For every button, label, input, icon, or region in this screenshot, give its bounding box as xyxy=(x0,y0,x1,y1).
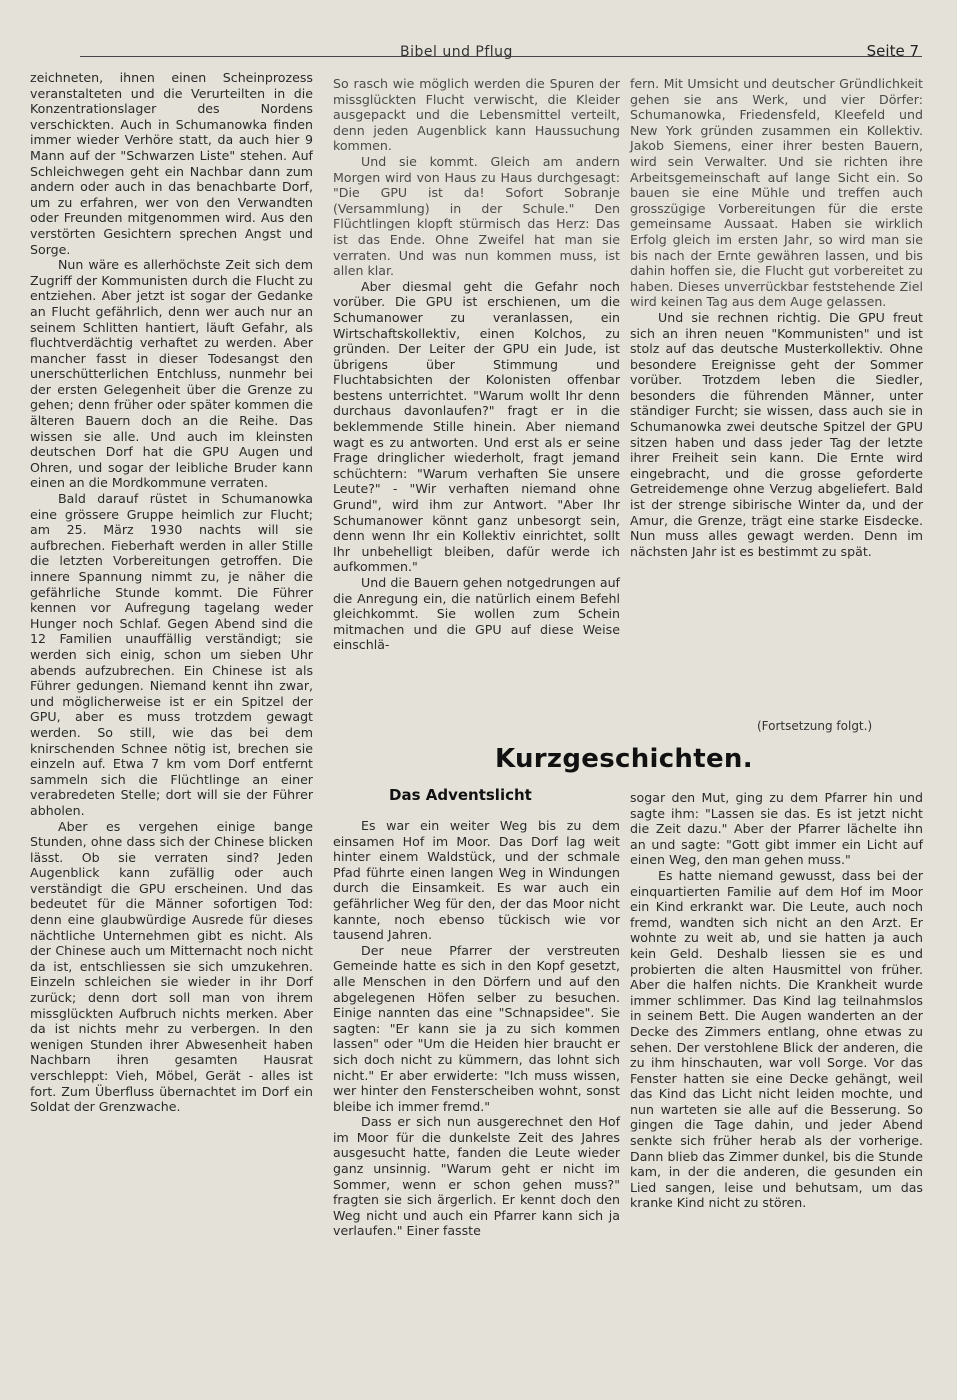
story-column-2 xyxy=(630,790,923,1211)
paragraph: Und die Bauern gehen notgedrungen auf die Anregung ein, die natürlich einem Befehl gleichkommt. Sie wollen zum Schein mitmachen und die GPU auf diese Weise einschlä- xyxy=(333,575,620,653)
story-column-1 xyxy=(333,818,620,1239)
paragraph: Und sie rechnen richtig. Die GPU freut sich an ihren neuen "Kommunisten" und ist stolz auf das deutsche Musterkollektiv. Ohne besondere Ereignisse geht der Sommer vorüber. Trotzdem leben die Siedler, besonders die führenden Männer, unter ständiger Furcht; sie wissen, dass auch sie in Schumanowka zwei deutsche Spitzel der GPU sitzen haben und dass jeder Tag der letzte ihrer Freiheit sein kann. Die Ernte wird eingebracht, und die grosse geforderte Getreidemenge ohne Verzug abgeliefert. Bald ist der strenge sibirische Winter da, und der Amur, die Grenze, trägt eine starke Eisdecke. Nun muss alles gewagt werden. Denn im nächsten Jahr ist es bestimmt zu spät. xyxy=(630,309,923,559)
paragraph: Dass er sich nun ausgerechnet den Hof im Moor für die dunkelste Zeit des Jahres ausgesucht hatte, fanden die Leute wieder ganz unsinnig. "Warum geht er nicht im Sommer, wenn er schon gehen muss?" fragten sie sich ärgerlich. Er kennt doch den Weg nicht und auch ein Pfarrer kann sich ja verlaufen." Einer fasste xyxy=(333,1114,620,1239)
column-3 xyxy=(630,76,923,559)
column-2 xyxy=(333,76,620,653)
paragraph: fern. Mit Umsicht und deutscher Gründlichkeit gehen sie ans Werk, und vier Dörfer: Schumanowka, Friedensfeld, Kleefeld und New York gründen zusammen ein Kollektiv. Jakob Siemens, einer ihrer besten Bauern, wird sein Verwalter. Und sie richten ihre Arbeitsgemeinschaft auf lange Sicht ein. So bauen sie eine Mühle und treffen auch grosszügige Vorbereitungen für die erste gemeinsame Aussaat. Haben sie wirklich Erfolg gleich im ersten Jahr, so wird man sie bis nach der Ernte gewähren lassen, und bis dahin hoffen sie, die Flucht gut vorbereitet zu haben. Dieses unverrückbar feststehende Ziel wird keinen Tag aus dem Auge gelassen. xyxy=(630,76,923,310)
continued-note: (Fortsetzung folgt.) xyxy=(757,719,873,733)
paragraph: Aber es vergehen einige bange Stunden, ohne dass sich der Chinese blicken lässt. Ob sie verraten sind? Jeden Augenblick kann zufällig oder auch verständigt die GPU erscheinen. Und das bedeutet für die Männer sofortigen Tod: denn eine glaubwürdige Ausrede für dieses nächtliche Unternehmen gibt es nicht. Als der Chinese auch um Mitternacht noch nicht da ist, entschliessen sie sich umzukehren. Einzeln schleichen sie wieder in ihr Dorf zurück; denn dort soll man von ihrem missglückten Aufbruch nichts merken. Aber da ist nichts mehr zu verbergen. In den wenigen Stunden ihrer Abwesenheit haben Nachbarn ihren gesamten Hausrat verschleppt: Vieh, Möbel, Gerät - alles ist fort. Zum Überfluss übernachtet im Dorf ein Soldat der Grenzwache. xyxy=(30,818,313,1115)
paragraph: sogar den Mut, ging zu dem Pfarrer hin und sagte ihm: "Lassen sie das. Es ist jetzt nicht die Zeit dazu." Aber der Pfarrer lächelte ihn an und sagte: "Gott gibt immer ein Licht auf einen Weg, den man gehen muss." xyxy=(630,790,923,868)
column-1 xyxy=(30,70,313,1115)
paragraph: Aber diesmal geht die Gefahr noch vorüber. Die GPU ist erschienen, um die Schumanower zu veranlassen, ein Wirtschaftskollektiv, einen Kolchos, zu gründen. Der Leiter der GPU ein Jude, ist übrigens über Stimmung und Fluchtabsichten der Kolonisten offenbar bestens unterrichtet. "Warum wollt Ihr denn durchaus davonlaufen?" fragt er in die beklemmende Stille hinein. Aber niemand wagt es zu antworten. Und erst als er seine Frage dringlicher wiederholt, fragt jemand schüchtern: "Warum verhaften Sie unsere Leute?" - "Wir verhaften niemand ohne Grund", wird ihm zur Antwort. "Aber Ihr Schumanower könnt ganz unbesorgt sein, denn wenn Ihr ein Kollektiv einrichtet, sollt Ihr unbehelligt bleiben, dafür werde ich aufkommen." xyxy=(333,278,620,575)
paragraph: Der neue Pfarrer der verstreuten Gemeinde hatte es sich in den Kopf gesetzt, alle Menschen in den Dörfern und auf den abgelegenen Höfen selber zu besuchen. Einige nannten das eine "Schnapsidee". Sie sagten: "Er kann sie ja zu sich kommen lassen" oder "Um die Heiden hier braucht er sich doch nicht zu kümmern, das lohnt sich nicht." Er aber erwiderte: "Ich muss wissen, wer hinter den Fensterscheiben wohnt, sonst bleibe ich immer fremd." xyxy=(333,942,620,1114)
running-title: Bibel und Pflug xyxy=(400,44,513,60)
paragraph: Nun wäre es allerhöchste Zeit sich dem Zugriff der Kommunisten durch die Flucht zu entziehen. Aber jetzt ist sogar der Gedanke an Flucht gefährlich, denn wer auch nur an seinem Schlitten hantiert, läuft Gefahr, als fluchtverdächtig verhaftet zu werden. Aber mancher fasst in dieser Todesangst den unerschütterlichen Entchluss, nunmehr bei der ersten Gelegenheit über die Grenze zu gehen; denn früher oder später kommen die älteren Bauern doch an die Reihe. Das wissen sie alle. Und auch im kleinsten deutschen Dorf hat die GPU Augen und Ohren, und sogar der leibliche Bruder kann einen an die Mordkommune verraten. xyxy=(30,257,313,491)
paragraph: zeichneten, ihnen einen Scheinprozess veranstalteten und die Verurteilten in die Konzentrationslager des Nordens verschickten. Auch in Schumanowka finden immer wieder Verhöre statt, da auch hier 9 Mann auf der "Schwarzen Liste" stehen. Auf Schleichwegen geht ein Nachbar dann zum andern oder auch in das benachbarte Dorf, um zu erfahren, wer von den Verwandten oder Freunden mitgenommen wird. Aus den verstörten Gesichtern sprechen Angst und Sorge. xyxy=(30,70,313,257)
section-heading: Kurzgeschichten. xyxy=(495,744,753,774)
paragraph: Bald darauf rüstet in Schumanowka eine grössere Gruppe heimlich zur Flucht; am 25. März 1930 nachts will sie aufbrechen. Fieberhaft werden in aller Stille die letzten Vorbereitungen getroffen. Die innere Spannung nimmt zu, je näher die gefährliche Stunde kommt. Die Führer kennen vor Aufregung tagelang weder Hunger noch Schlaf. Gegen Abend sind die 12 Familien unauffällig verständigt; sie werden sich einig, schon um sieben Uhr abends aufzubrechen. Ein Chinese ist als Führer gedungen. Niemand kennt ihn zwar, und möglicherweise ist er ein Spitzel der GPU, aber es muss trotzdem gewagt werden. So still, wie das bei dem knirschenden Schnee nötig ist, brechen sie einzeln auf. Etwa 7 km vom Dorf entfernt sammeln sich die Flüchtlinge an einer verabredeten Stelle; dort will sie der Führer abholen. xyxy=(30,491,313,818)
paragraph: Es hatte niemand gewusst, dass bei der einquartierten Familie auf dem Hof im Moor ein Kind erkrankt war. Die Leute, auch noch fremd, wandten sich nicht an den Arzt. Er wohnte zu weit ab, und sie hatten ja auch kein Geld. Deshalb liessen sie es und probierten die alten Hausmittel von früher. Aber die halfen nichts. Die Krankheit wurde immer schlimmer. Das Kind lag teilnahmslos in seinem Bett. Die Augen wanderten an der Decke des Zimmers entlang, ohne etwas zu sehen. Der verstohlene Blick der anderen, die zu ihm hinschauten, war voll Sorge. Vor das Fenster hatten sie eine Decke gehängt, weil das Kind das Licht nicht leiden mochte, und nun warteten sie alle auf die Besserung. So gingen die Tage dahin, und jeder Abend senkte sich früher herab als der vorherige. Dann blieb das Zimmer dunkel, bis die Stunde kam, in der die anderen, die gesunden ein Lied sangen, leise und behutsam, um das kranke Kind nicht zu stören. xyxy=(630,867,923,1211)
paragraph: So rasch wie möglich werden die Spuren der missglückten Flucht verwischt, die Kleider ausgepackt und die Lebensmittel verteilt, denn jeden Augenblick kann Haussuchung kommen. xyxy=(333,76,620,154)
paragraph: Es war ein weiter Weg bis zu dem einsamen Hof im Moor. Das Dorf lag weit hinter einem Waldstück, und der schmale Pfad führte einen langen Weg in Windungen durch die Einsamkeit. Es war auch ein gefährlicher Weg für den, der das Moor nicht kannte, noch ebenso tückisch wie vor tausend Jahren. xyxy=(333,818,620,943)
story-title: Das Adventslicht xyxy=(389,786,532,804)
page-number: Seite 7 xyxy=(866,42,919,60)
paragraph: Und sie kommt. Gleich am andern Morgen wird von Haus zu Haus durchgesagt: "Die GPU ist da! Sofort Sobranje (Versammlung) in der Schule." Den Flüchtlingen klopft stürmisch das Herz: Das ist das Ende. Ohne Zweifel hat man sie verraten. Und was nun kommen muss, ist allen klar. xyxy=(333,153,620,279)
